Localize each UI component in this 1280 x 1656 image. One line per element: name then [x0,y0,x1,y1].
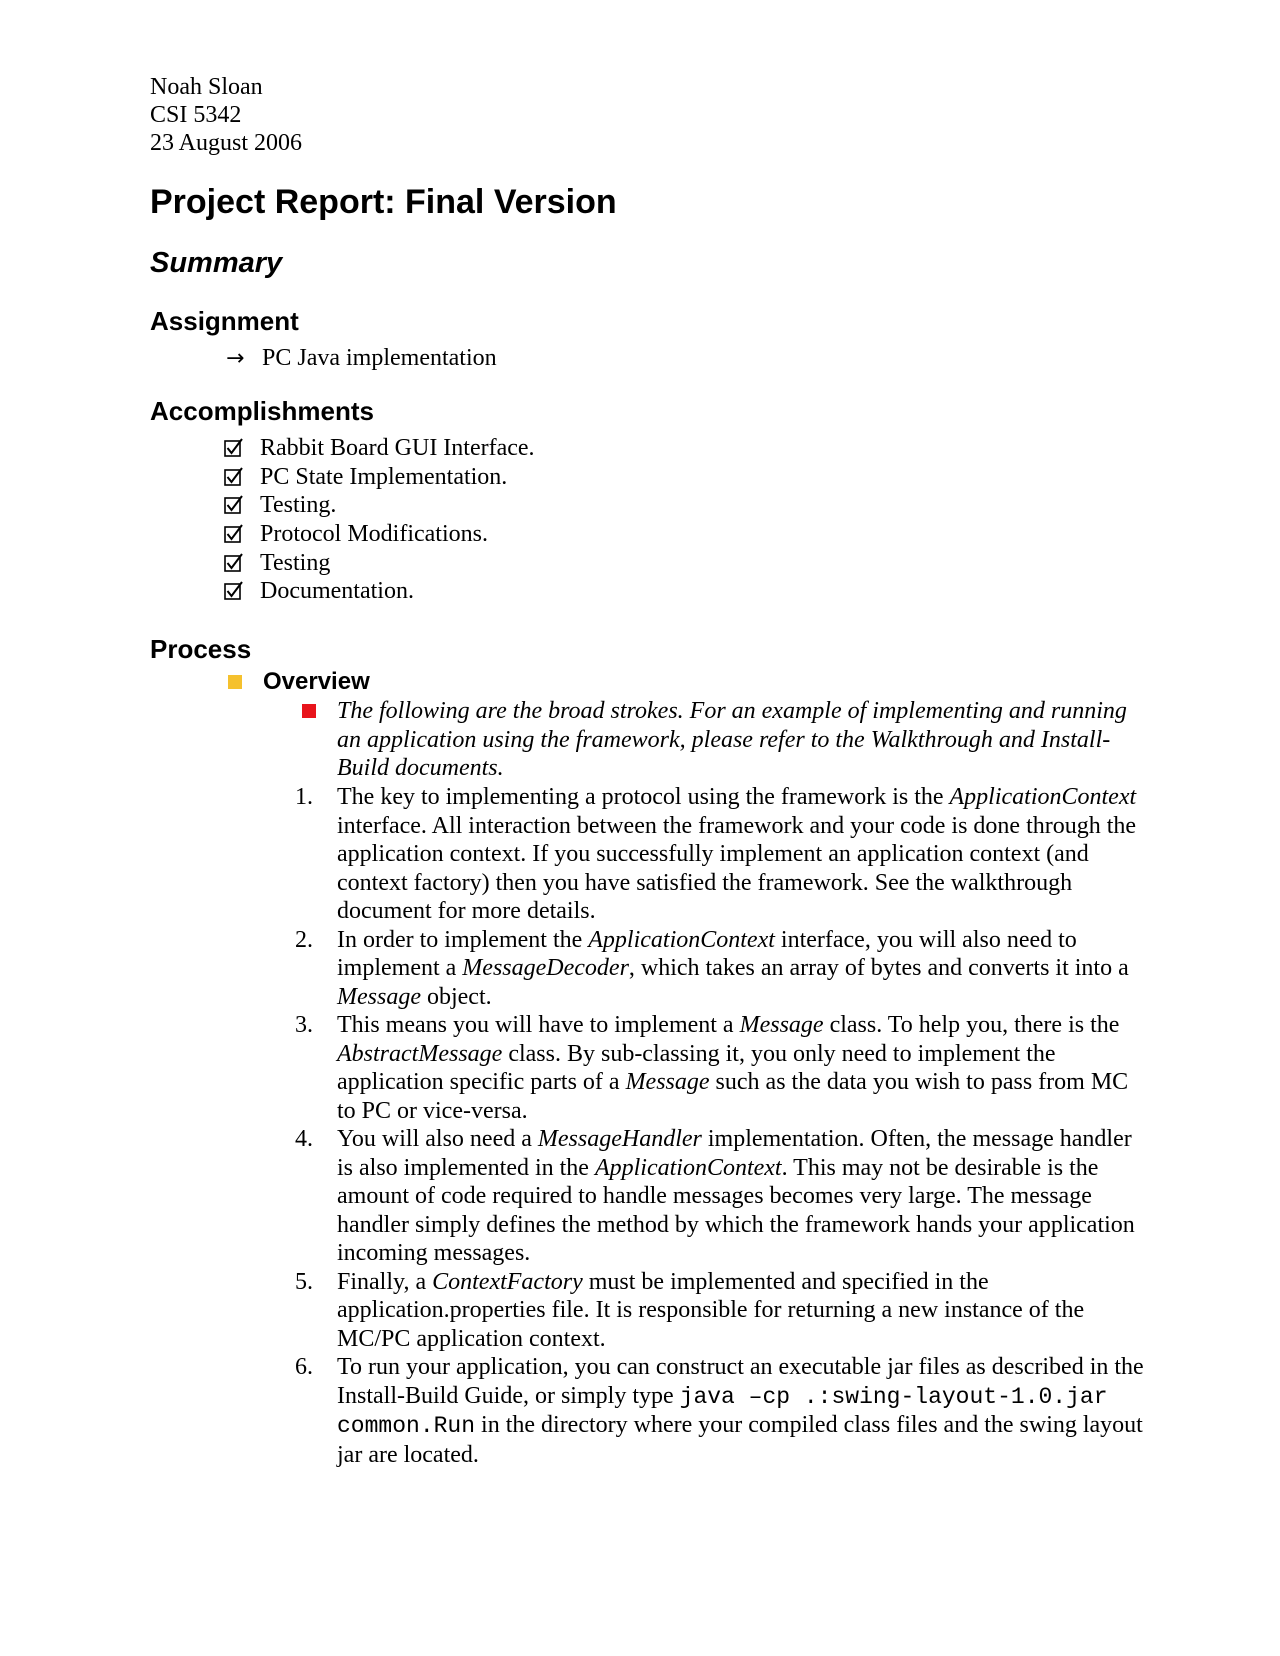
checked-box-icon [224,438,260,458]
step-text-run: must be implemented and specified in the application.properties file. It is responsible for returning a new instance of the MC/PC application context. [337,1268,1085,1352]
step-number: 4. [295,1126,313,1152]
italic-term: ApplicationContext [588,926,775,953]
overview-note-text: The following are the broad strokes. For an example of implementing and running an application using the framework, please refer to the Walkthrough and Install-Build documents. [337,698,1127,782]
step-text-run: in the directory where your compiled class files and the swing layout jar are located. [337,1412,1143,1468]
step-number: 3. [295,1012,313,1038]
assignment-item-text: PC Java implementation [262,345,497,371]
list-item-text: Protocol Modifications. [260,521,488,548]
step-text-run: implementation. Often, the message handler is also implemented in the [337,1126,1132,1181]
process-steps-list [295,783,1145,1469]
right-arrow-icon: → [226,346,245,371]
step-text [337,1125,1145,1268]
list-item [224,548,535,577]
step-text [337,783,1145,926]
step-number: 5. [295,1268,313,1295]
assignment-heading: Assignment [150,306,299,336]
process-step [295,1125,1145,1268]
step-number: 1. [295,784,313,810]
italic-term: Message [739,1012,824,1038]
step-text-run: The key to implementing a protocol using the framework is the [337,784,950,810]
italic-term: MessageHandler [537,1126,702,1152]
yellow-square-bullet-icon [228,675,242,689]
list-item-text: Testing. [260,492,337,519]
step-text-run: . This may not be desirable is the amount of code required to handle messages becomes very large. The message handler simply defines the method by which the framework hands your application incoming messages. [337,1154,1135,1266]
overview-heading: Overview [263,668,370,695]
process-step [295,1011,1145,1125]
italic-term: ApplicationContext [594,1154,782,1181]
step-text-run: interface, you will also need to implement a [337,926,1077,981]
process-step [295,1353,1145,1469]
list-item [224,520,535,549]
checked-box-icon [224,467,260,487]
red-square-bullet-icon [302,704,316,718]
italic-term: Message [337,983,421,1010]
list-item [224,577,535,606]
process-heading: Process [150,634,252,664]
process-step [295,926,1145,1012]
italic-term: Message [625,1069,710,1095]
step-text-run: such as the data you wish to pass from MC to PC or vice-versa. [337,1069,1129,1124]
step-text-run: , which takes an array of bytes and converts it into a [628,955,1129,981]
assignment-item [226,344,497,373]
step-text-run: You will also need a [337,1126,538,1152]
step-text [337,1268,1145,1354]
italic-term: ContextFactory [432,1268,583,1295]
list-item [224,434,535,463]
list-item [224,463,535,492]
italic-term: ApplicationContext [949,784,1137,810]
step-text-run: class. To help you, there is the [823,1012,1120,1038]
list-item-text: Testing [260,549,331,576]
list-item-text: PC State Implementation. [260,463,508,490]
process-step [295,783,1145,926]
accomplishments-heading: Accomplishments [150,396,374,426]
overview-note [302,697,1132,783]
step-number: 6. [295,1354,313,1380]
step-text-run: To run your application, you can construct an executable jar files as described in the Install-Build Guide, or simply type [337,1354,1144,1409]
step-text-run: In order to implement the [337,926,589,953]
step-text [337,1353,1145,1469]
course-code: CSI 5342 [150,102,242,128]
checked-box-icon [224,581,260,601]
step-text-run: object. [420,983,492,1010]
italic-term: AbstractMessage [337,1040,503,1067]
overview-item [228,668,370,696]
code-snippet: java –cp .:swing-layout-1.0.jar common.Run [337,1383,1108,1439]
italic-term: MessageDecoder [462,955,629,981]
step-text-run: This means you will have to implement a [337,1012,740,1038]
step-text-run: class. By sub-classing it, you only need to implement the application specific parts of a [337,1040,1056,1095]
step-text-run: interface. All interaction between the framework and your code is done through the application context. If you successfully implement an application context (and context factory) then you have satisfied the framework. See the walkthrough document for more details. [337,812,1137,924]
author-name: Noah Sloan [150,74,263,100]
process-step [295,1268,1145,1354]
report-date: 23 August 2006 [150,130,303,156]
step-text [337,1011,1145,1125]
checked-box-icon [224,553,260,573]
checked-box-icon [224,495,260,515]
checked-box-icon [224,524,260,544]
step-text-run: Finally, a [337,1268,433,1295]
list-item-text: Documentation. [260,578,414,605]
step-number: 2. [295,926,313,953]
step-text [337,926,1145,1012]
list-item [224,491,535,520]
accomplishments-list [224,434,535,606]
summary-heading: Summary [150,247,283,279]
list-item-text: Rabbit Board GUI Interface. [260,435,535,462]
page-title: Project Report: Final Version [150,183,617,221]
